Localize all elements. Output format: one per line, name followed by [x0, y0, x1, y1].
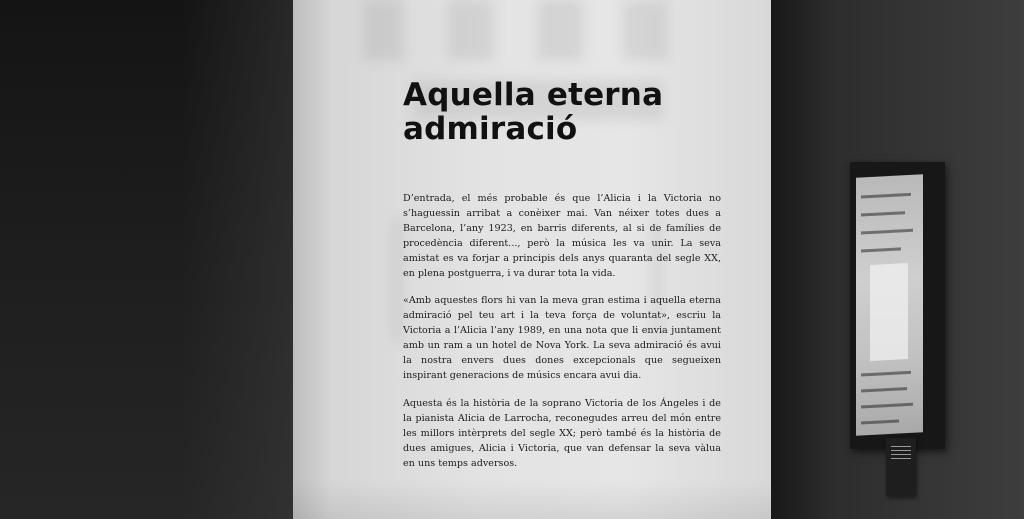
framed-document — [850, 162, 945, 449]
framed-document-glass — [856, 174, 923, 436]
framed-note — [870, 263, 908, 361]
panel-paragraph-2: «Amb aquestes flors hi van la meva gran estima i aquella eterna admiració pel teu art i la teva força de voluntat», escriu la Victoria a l’Alicia l’any 1989, en una nota que li envia juntament amb un ram a un hotel de Nova York. La seva admiració és avui la nostra envers dues dones excepcionals que segueixen inspirant generacions de músics encara avui dia. — [403, 295, 721, 381]
panel-paragraph-3: Aquesta és la història de la soprano Victoria de los Ángeles i de la pianista Alicia de Larrocha, reconegudes arreu del món entre les millors intèrprets del segle XX; però també és la història de dues amigues, Alicia i Victoria, que van defensar la seva vàlua en uns temps adversos. — [403, 397, 721, 469]
object-label-plate — [886, 438, 916, 496]
panel-body — [403, 192, 721, 484]
panel-bottom-shade — [293, 480, 771, 519]
exhibition-panel — [293, 0, 771, 519]
panel-paragraph-1: D’entrada, el més probable és que l’Alicia i la Victoria no s’haguessin arribat a conèixer mai. Van néixer totes dues a Barcelona, l’any 1923, en barris diferents, al si de famílies de procedència diferent..., però la música les va unir. La seva amistat es va forjar a principis dels anys quaranta del segle XX, en plena postguerra, i va durar tota la vida. — [403, 193, 721, 279]
panel-title — [403, 78, 663, 146]
panel-title-line-2: admiració — [403, 111, 578, 147]
left-wall — [0, 0, 293, 519]
panel-title-line-1: Aquella eterna — [403, 77, 664, 113]
